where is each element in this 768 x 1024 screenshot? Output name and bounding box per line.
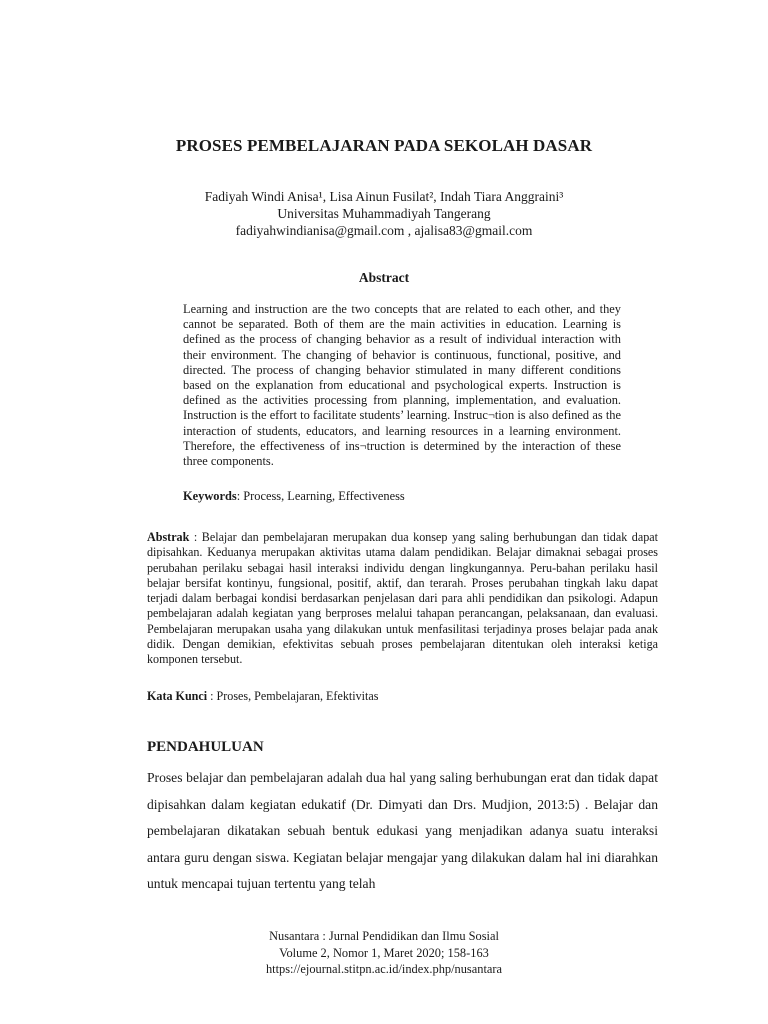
kata-kunci-label: Kata Kunci <box>147 689 208 703</box>
affiliation: Universitas Muhammadiyah Tangerang <box>277 206 491 221</box>
author-emails: fadiyahwindianisa@gmail.com , ajalisa83@gmail.com <box>235 223 533 238</box>
keywords-indonesian <box>147 689 658 704</box>
intro-paragraph: Proses belajar dan pembelajaran adalah dua hal yang saling berhubungan erat dan tidak dapat dipisahkan dalam kegiatan edukatif (Dr. Dimyati dan Drs. Mudjion, 2013:5) . Belajar dan pembelajaran dikatakan sebuah bentuk edukasi yang menjadikan adanya suatu interaksi antara guru dengan siswa. Kegiatan belajar mengajar yang dilakukan dalam hal ini diarahkan untuk mencapai tujuan tertentu yang telah <box>147 770 658 892</box>
kata-kunci-values: : Proses, Pembelajaran, Efektivitas <box>207 689 379 703</box>
footer-journal-name: Nusantara : Jurnal Pendidikan dan Ilmu Sosial <box>269 929 499 943</box>
keywords-label: Keywords <box>183 489 237 503</box>
abstract-indonesian <box>147 530 658 668</box>
abstract-heading: Abstract <box>358 270 410 285</box>
abstrak-label: Abstrak <box>147 530 190 544</box>
abstract-english: Learning and instruction are the two concepts that are related to each other, and they cannot be separated. Both of them are the main activities in education. Learning is defined as the process of changing behavior as a result of individual interaction with their environment. The changing of behavior is continuous, functional, positive, and directed. The process of changing behavior stimulated in many different conditions based on the explanation from educational and psychological experts. Instruction is defined as the activities processing from planning, implementation, and evaluation. Instruction is the effort to facilitate students’ learning. Instruc¬tion is also defined as the interaction of students, educators, and learning resources in a learning environment. Therefore, the effectiveness of ins¬truction is determined by the interaction of these three components. <box>183 302 621 469</box>
keywords-english <box>183 489 621 504</box>
footer-url[interactable]: https://ejournal.stitpn.ac.id/index.php/nusantara <box>265 962 503 976</box>
keywords-values: : Process, Learning, Effectiveness <box>236 489 405 503</box>
journal-footer <box>0 928 768 978</box>
author-block <box>0 188 768 239</box>
author-names: Fadiyah Windi Anisa¹, Lisa Ainun Fusilat², Indah Tiara Anggraini³ <box>204 189 564 204</box>
abstrak-text: : Belajar dan pembelajaran merupakan dua konsep yang saling berhubungan dan tidak dapat dipisahkan. Keduanya merupakan aktivitas utama dalam pendidikan. Belajar dimaknai sebagai proses perubahan perilaku sebagai hasil interaksi individu dengan lingkungannya. Peru-bahan perilaku hasil belajar bersifat kontinyu, fungsional, positif, aktif, dan terarah. Proses perubahan tingkah laku dapat terjadi dalam berbagai kondisi berdasarkan penjelasan dari para ahli pendidikan dan psikologi. Adapun pembelajaran adalah kegiatan yang berproses melalui tahapan perancangan, pelaksanaan, dan evaluasi. Pembelajaran merupakan usaha yang dilakukan untuk menfasilitasi terjadinya proses belajar pada anak didik. Dengan demikian, efektivitas sebuah proses pembelajaran ditentukan oleh interaksi ketiga komponen tersebut. <box>147 530 658 667</box>
section-heading-pendahuluan: PENDAHULUAN <box>147 739 264 755</box>
footer-volume: Volume 2, Nomor 1, Maret 2020; 158-163 <box>279 945 489 960</box>
paper-title: PROSES PEMBELAJARAN PADA SEKOLAH DASAR <box>175 136 593 155</box>
